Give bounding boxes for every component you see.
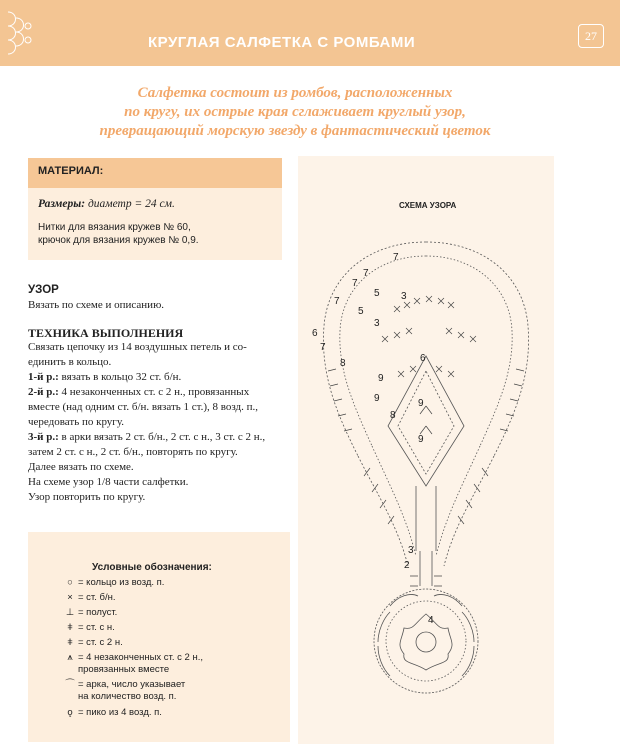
technique-line: На схеме узор 1/8 части салфетки. [28, 476, 189, 488]
size-line [38, 198, 175, 210]
legend-item [62, 592, 115, 604]
material-heading-bar [28, 158, 282, 188]
slip-stitch-icon: ⊥ [65, 607, 75, 618]
subtitle-line: превращающий морскую звезду в фантастический цветок [99, 123, 491, 139]
technique-line: Связать цепочку из 14 воздушных петель и со- [28, 341, 247, 353]
row-number: 7 [352, 278, 358, 289]
pattern-text: Вязать по схеме и описанию. [28, 299, 165, 311]
technique-text [28, 340, 290, 505]
diagram-title: СХЕМА УЗОРА [399, 201, 457, 210]
row-number: 3 [401, 291, 407, 302]
threads-line: крючок для вязания кружев № 0,9. [38, 235, 199, 246]
legend-item [62, 622, 115, 634]
legend-text: на количество возд. п. [78, 691, 177, 702]
row-label: 3-й р.: [28, 431, 59, 443]
row-number: 5 [374, 288, 380, 299]
row-number: 9 [378, 373, 384, 384]
diagram-panel [298, 156, 554, 744]
page-title: КРУГЛАЯ САЛФЕТКА С РОМБАМИ [148, 34, 416, 51]
arch-icon: ⌒ [65, 679, 75, 690]
material-heading: МАТЕРИАЛ: [38, 165, 104, 177]
pattern-heading: УЗОР [28, 284, 59, 296]
legend-item [62, 607, 117, 619]
legend-text: = ст. с н. [78, 622, 115, 633]
row-number: 3 [374, 318, 380, 329]
row-2-line [28, 385, 290, 400]
row-number: 8 [390, 410, 396, 421]
technique-line: чередовать по кругу. [28, 416, 124, 428]
row-number: 8 [340, 358, 346, 369]
technique-line: Далее вязать по схеме. [28, 461, 134, 473]
single-crochet-icon: × [67, 592, 73, 603]
threads-info [38, 221, 199, 247]
subtitle-line: по кругу, их острые края сглаживает круглый узор, [124, 104, 466, 120]
row-number: 4 [428, 615, 434, 626]
row-label: 2-й р.: [28, 386, 59, 398]
row-text: вязать в кольцо 32 ст. б/н. [58, 371, 182, 383]
legend-text: = ст. б/н. [78, 592, 116, 603]
chain-ring-icon: ○ [67, 577, 73, 588]
cluster-stitch-icon: ⩚ [67, 652, 73, 663]
double-crochet-icon: ǂ [67, 622, 73, 633]
legend-text: = пико из 4 возд. п. [78, 707, 162, 718]
row-number: 9 [418, 434, 424, 445]
legend-item [62, 577, 164, 589]
row-number: 7 [320, 342, 326, 353]
technique-heading: ТЕХНИКА ВЫПОЛНЕНИЯ [28, 326, 184, 340]
row-number: 6 [420, 353, 426, 364]
legend-text: = ст. с 2 н. [78, 637, 123, 648]
legend-item [62, 652, 203, 676]
legend-item [62, 637, 123, 649]
technique-line: вместе (над одним ст. б/н. вязать 1 ст.), 8 возд. п., [28, 401, 259, 413]
legend-text: = арка, число указывает [78, 679, 186, 690]
subtitle-line: Салфетка состоит из ромбов, расположенных [137, 85, 453, 101]
threads-line: Нитки для вязания кружев № 60, [38, 222, 191, 233]
legend-title: Условные обозначения: [92, 562, 212, 573]
page-header [0, 0, 620, 66]
row-number: 2 [404, 560, 410, 571]
corner-ornament-icon [4, 6, 44, 60]
page-number: 27 [578, 24, 604, 48]
legend-text: провязанных вместе [78, 664, 170, 675]
row-number: 9 [374, 393, 380, 404]
row-number: 6 [312, 328, 318, 339]
row-text: 4 незаконченных ст. с 2 н., провязанных [58, 386, 250, 398]
subtitle [60, 84, 530, 141]
row-number: 7 [393, 252, 399, 263]
picot-icon: ǫ [67, 707, 73, 718]
row-number: 9 [418, 398, 424, 409]
size-value: диаметр = 24 см. [85, 198, 175, 210]
legend-text: = кольцо из возд. п. [78, 577, 165, 588]
technique-line: Узор повторить по кругу. [28, 491, 146, 503]
row-1-line [28, 370, 290, 385]
material-box [28, 188, 282, 260]
technique-line: затем 2 ст. с н., 2 ст. б/н., повторять по кругу. [28, 446, 238, 458]
technique-line: единить в кольцо. [28, 356, 112, 368]
legend-text: = полуст. [78, 607, 118, 618]
legend-item [62, 707, 162, 719]
row-number: 7 [334, 296, 340, 307]
treble-crochet-icon: ǂ [67, 637, 73, 648]
row-number: 7 [363, 268, 369, 279]
legend-text: = 4 незаконченных ст. с 2 н., [78, 652, 203, 663]
row-text: в арки вязать 2 ст. б/н., 2 ст. с н., 3 ст. с 2 н., [58, 431, 266, 443]
row-label: 1-й р.: [28, 371, 59, 383]
size-label: Размеры: [38, 198, 86, 210]
legend-box [28, 532, 290, 742]
row-number: 3 [408, 545, 414, 556]
legend-item [62, 679, 185, 703]
crochet-scheme [298, 156, 554, 744]
row-3-line [28, 430, 290, 445]
row-number: 5 [358, 306, 364, 317]
